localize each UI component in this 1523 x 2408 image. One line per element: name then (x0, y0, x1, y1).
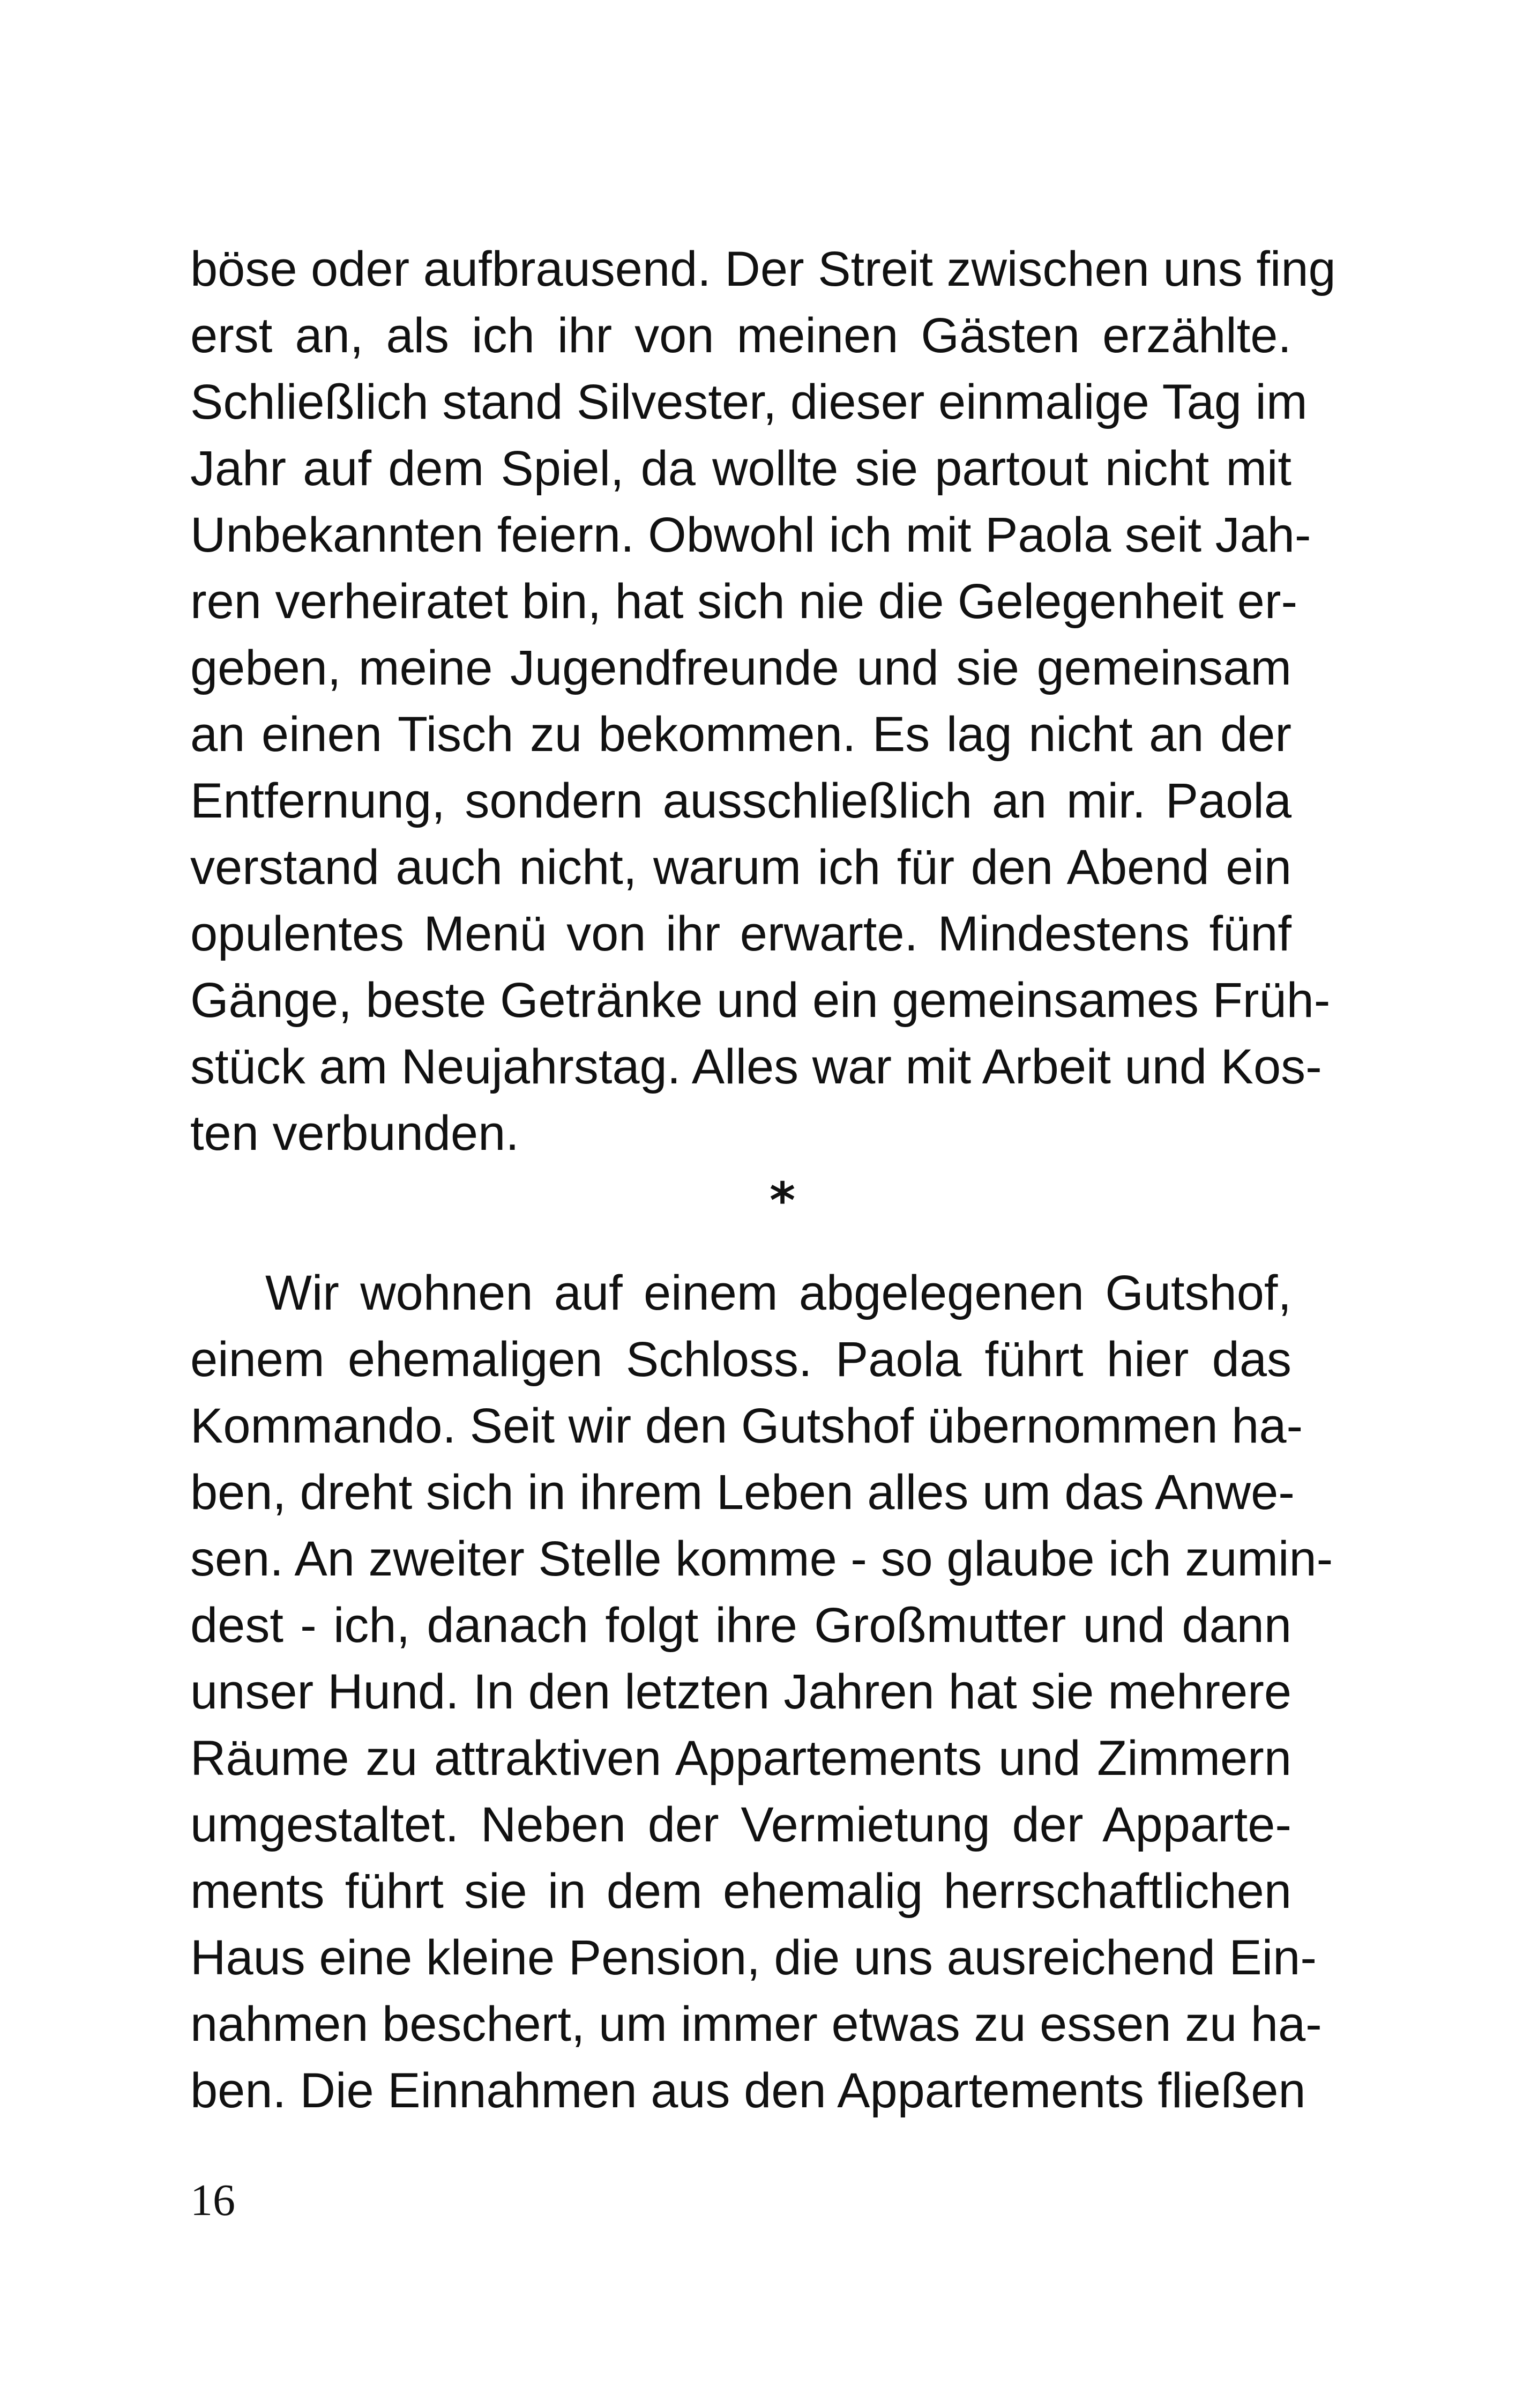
text-line: einem ehemaligen Schloss. Paola führt hier das (190, 1332, 1291, 1387)
text-line: Wir wohnen auf einem abgelegenen Gutshof, (265, 1266, 1291, 1320)
paragraph-1 (190, 236, 1336, 1166)
text-line: Jahr auf dem Spiel, da wollte sie partout nicht mit (190, 441, 1291, 496)
section-separator: * (769, 1172, 796, 1229)
text-line: Kommando. Seit wir den Gutshof übernommen ha- (190, 1399, 1303, 1453)
text-line: dest - ich, danach folgt ihre Großmutter und dann (190, 1598, 1291, 1653)
text-line: geben, meine Jugendfreunde und sie gemeinsam (190, 641, 1291, 695)
text-line: böse oder aufbrausend. Der Streit zwischen uns fing (190, 242, 1336, 296)
text-line: Räume zu attraktiven Appartements und Zimmern (190, 1731, 1291, 1786)
text-line: ren verheiratet bin, hat sich nie die Gelegenheit er- (190, 574, 1298, 629)
text-line: Unbekannten feiern. Obwohl ich mit Paola seit Jah- (190, 508, 1311, 562)
text-line: sen. An zweiter Stelle komme - so glaube ich zumin- (190, 1532, 1333, 1586)
text-line: verstand auch nicht, warum ich für den Abend ein (190, 840, 1291, 895)
text-line: erst an, als ich ihr von meinen Gästen erzählte. (190, 308, 1291, 363)
page-number: 16 (190, 2175, 235, 2225)
text-line: Entfernung, sondern ausschließlich an mir. Paola (190, 774, 1291, 828)
text-line: an einen Tisch zu bekommen. Es lag nicht an der (190, 707, 1291, 762)
text-line: Gänge, beste Getränke und ein gemeinsames Früh- (190, 973, 1331, 1028)
text-line: opulentes Menü von ihr erwarte. Mindestens fünf (190, 906, 1291, 961)
text-line: ben. Die Einnahmen aus den Appartements fließen (190, 2063, 1306, 2118)
text-line: ments führt sie in dem ehemalig herrschaftlichen (190, 1864, 1291, 1919)
text-line: ben, dreht sich in ihrem Leben alles um das Anwe- (190, 1465, 1295, 1520)
text-line: umgestaltet. Neben der Vermietung der Apparte- (190, 1797, 1291, 1852)
text-line: Schließlich stand Silvester, dieser einmalige Tag im (190, 375, 1308, 429)
text-line: Haus eine kleine Pension, die uns ausreichend Ein- (190, 1930, 1317, 1985)
text-line: unser Hund. In den letzten Jahren hat sie mehrere (190, 1664, 1291, 1719)
paragraph-2 (190, 1260, 1333, 2124)
text-line: nahmen beschert, um immer etwas zu essen zu ha- (190, 1997, 1322, 2052)
text-line: ten verbunden. (190, 1106, 519, 1161)
text-line: stück am Neujahrstag. Alles war mit Arbeit und Kos- (190, 1039, 1322, 1094)
